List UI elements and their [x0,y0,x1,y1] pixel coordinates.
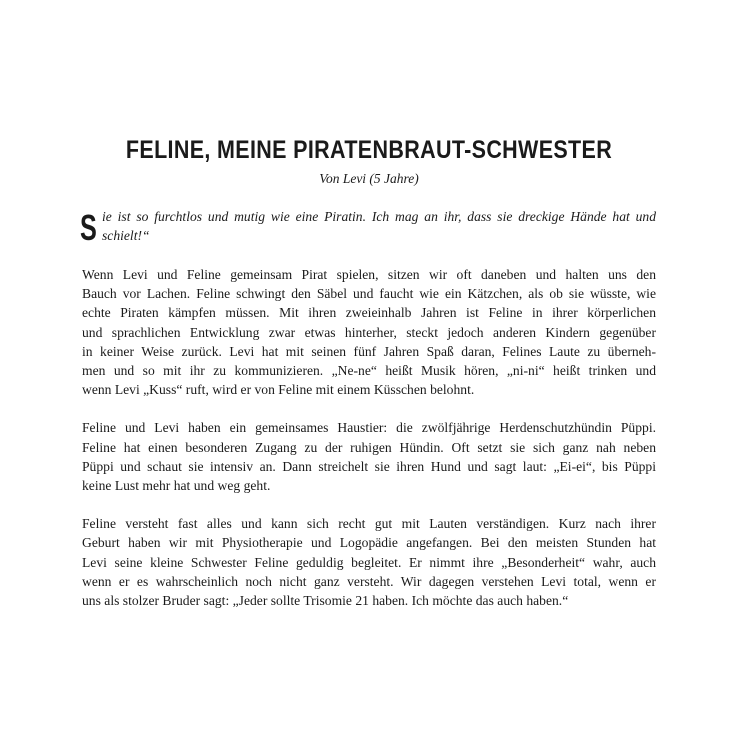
quote-line: schielt!“ [102,228,150,243]
article [82,130,656,610]
paragraph-line: echte Piraten kämpfen müssen. Mit ihren zweieinhalb Jahren ist Feline in ihrer körperlichen [82,305,656,321]
paragraph-3 [82,514,656,610]
paragraph-line: in keiner Weise zurück. Levi hat mit seinen fünf Jahren Spaß daran, Felines Laute zu überneh- [82,343,656,359]
paragraph-2 [82,418,656,495]
paragraph-line: Feline und Levi haben ein gemeinsames Haustier: die zwölfjährige Herdenschutzhündin Püppi. [82,420,656,436]
paragraph-line: keine Lust mehr hat und weg geht. [82,478,271,494]
quote-line: ie ist so furchtlos und mutig wie eine Piratin. Ich mag an ihr, dass sie dreckige Hände hat und [102,209,656,224]
paragraph-line: Feline hat einen besonderen Zugang zu der ruhigen Hündin. Oft setzt sie sich ganz nah neben [82,439,656,455]
paragraph-line: wenn Levi „Kuss“ ruft, wird er von Feline mit einem Küsschen belohnt. [82,382,475,398]
paragraph-line: wenn er es wahrscheinlich noch nicht ganz versteht. Wir dagegen verstehen Levi total, wenn er [82,573,656,589]
paragraph-line: Wenn Levi und Feline gemeinsam Pirat spielen, sitzen wir oft daneben und halten uns den [82,267,656,282]
paragraph-line: Püppi und schaut sie intensiv an. Dann streichelt sie ihren Hund und sagt laut: „Ei-ei“, bis Püppi [82,458,656,474]
paragraph-line: Levi seine kleine Schwester Feline geduldig begleitet. Er nimmt ihre „Besonderheit“ wahr, auch [82,554,656,570]
paragraph-line: und sprachlichen Entwicklung zwar etwas hinterher, steckt jedoch anderen Kindern gegenüber [82,324,656,340]
paragraph-line: Geburt haben wir mit Physiotherapie und Logopädie angefangen. Bei den meisten Stunden hat [82,535,656,551]
drop-cap: S [80,207,97,248]
article-byline: Von Levi (5 Jahre) [319,171,419,186]
paragraph-line: Bauch vor Lachen. Feline schwingt den Säbel und faucht wie ein Kätzchen, als ob sie wüsste, wie [82,286,656,302]
paragraph-1 [82,265,656,399]
intro-quote [80,207,656,248]
article-title: FELINE, MEINE PIRATENBRAUT-SCHWESTER [125,136,613,164]
paragraph-line: men und so mit ihr zu kommunizieren. „Ne-ne“ heißt Musik hören, „ni-ni“ heißt trinken und [82,363,656,379]
paragraph-line: uns als stolzer Bruder sagt: „Jeder sollte Trisomie 21 haben. Ich möchte das auch haben.“ [82,593,569,609]
paragraph-line: Feline versteht fast alles und kann sich recht gut mit Lauten verständigen. Kurz nach ihrer [82,516,656,532]
